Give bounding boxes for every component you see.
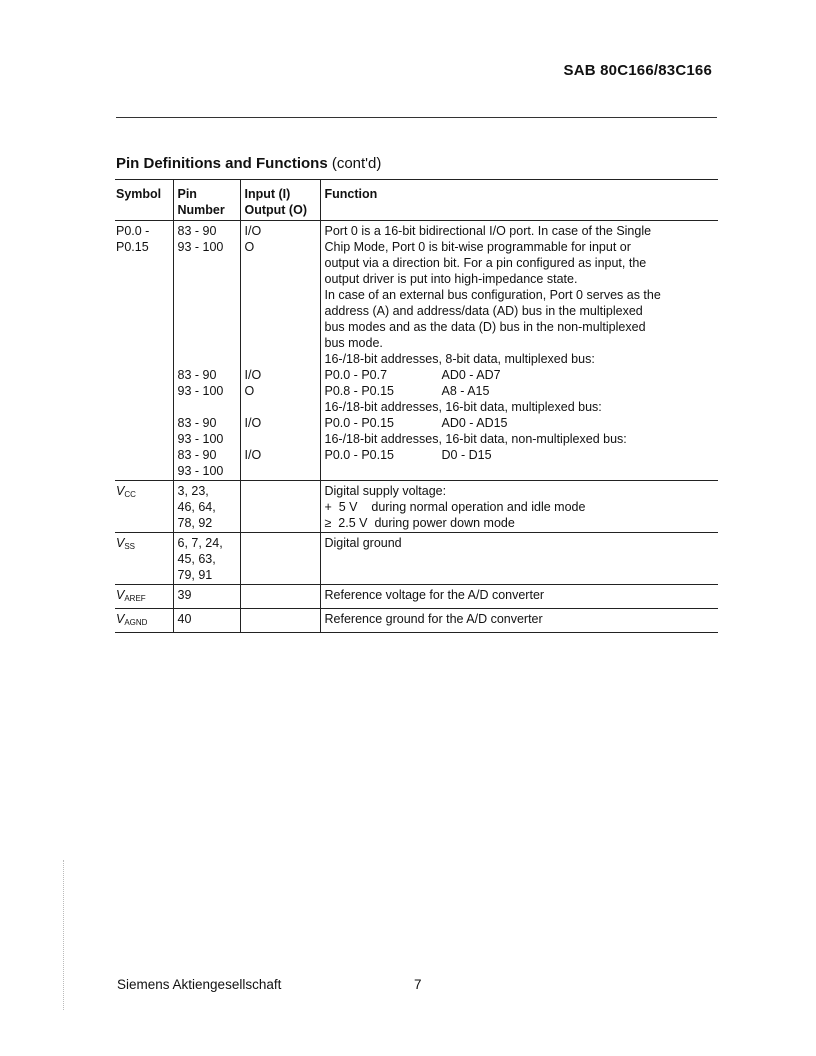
table-header-row <box>115 180 718 221</box>
cell-io-vcc <box>240 481 320 533</box>
cell-io-vagnd <box>240 609 320 633</box>
cell-pins-vcc: 3, 23, 46, 64, 78, 92 <box>173 481 240 533</box>
cell-io-p0: I/O O I/O O I/O I/O <box>240 221 320 481</box>
cell-symbol-vcc: $V_{CC}$ <box>115 481 173 533</box>
cell-symbol-varef: $V_{AREF}$ <box>115 585 173 609</box>
cell-function-vcc: Digital supply voltage: + 5 V during normal operation and idle mode ≥ 2.5 V during power down mode <box>324 484 586 530</box>
cell-symbol-p0: P0.0 - P0.15 <box>115 221 173 481</box>
section-heading <box>116 155 381 172</box>
footer-company: Siemens Aktiengesellschaft <box>117 977 282 992</box>
cell-pins-p0: 83 - 90 93 - 100 83 - 90 93 - 100 83 - 90 93 - 100 83 - 90 93 - 100 <box>173 221 240 481</box>
table-row-p0 <box>115 221 718 481</box>
table-row-vss <box>115 533 718 585</box>
header-function: Function <box>324 187 378 201</box>
cell-symbol-vss: $V_{SS}$ <box>115 533 173 585</box>
table-row-vcc <box>115 481 718 533</box>
table-row-varef <box>115 585 718 609</box>
cell-pins-vagnd: 40 <box>173 609 240 633</box>
cell-pins-varef: 39 <box>173 585 240 609</box>
page-header-title: SAB 80C166/83C166 <box>563 62 712 79</box>
footer-page-number: 7 <box>414 977 422 992</box>
cell-symbol-vagnd: $V_{AGND}$ <box>115 609 173 633</box>
cell-io-vss <box>240 533 320 585</box>
cell-function-p0: Port 0 is a 16-bit bidirectional I/O port. In case of the Single Chip Mode, Port 0 is bit-wise programmable for input or output via a direction bit. For a pin configured as input, the output driver is put into high-impedance state. In case of an external bus configuration, Port 0 serves as the address (A) and address/data (AD) bus in the multiplexed bus modes and as the data (D) bus in the non-multiplexed bus mode. 16-/18-bit addresses, 8-bit data, multiplexed bus: P0.0 - P0.7 AD0 - AD7 P0.8 - P0.15 A8 - A15 16-/18-bit addresses, 16-bit data, multiplexed bus: P0.0 - P0.15 AD0 - AD15 16-/18-bit addresses, 16-bit data, non-multiplexed bus: P0.0 - P0.15 D0 - D15 <box>324 224 661 462</box>
scan-edge-mark <box>63 860 64 1010</box>
cell-function-varef: Reference voltage for the A/D converter <box>324 588 545 602</box>
section-heading-main: Pin Definitions and Functions <box>116 155 328 172</box>
header-symbol: Symbol <box>115 180 173 221</box>
pin-definitions-table <box>115 179 718 633</box>
section-heading-suffix: (cont'd) <box>327 155 382 172</box>
cell-pins-vss: 6, 7, 24, 45, 63, 79, 91 <box>173 533 240 585</box>
cell-io-varef <box>240 585 320 609</box>
cell-function-vss: Digital ground <box>324 536 402 550</box>
header-pin-number: Pin Number <box>173 180 240 221</box>
cell-function-vagnd: Reference ground for the A/D converter <box>324 612 543 626</box>
header-input-output: Input (I) Output (O) <box>240 180 320 221</box>
header-rule <box>116 117 717 118</box>
table-row-vagnd <box>115 609 718 633</box>
